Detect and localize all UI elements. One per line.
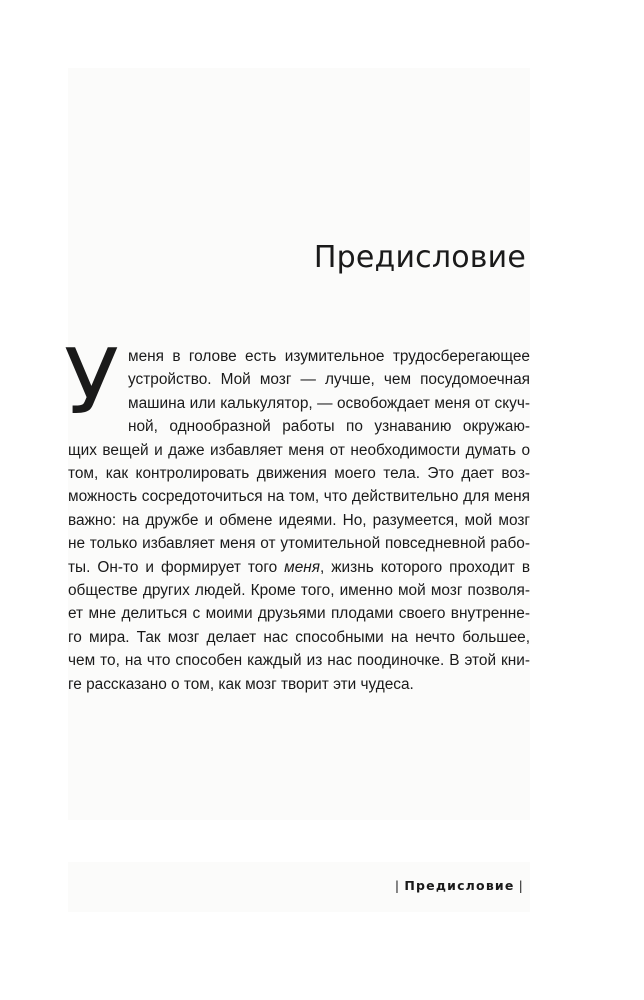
line-text-start: ты. Он-то и формирует того [68,558,285,576]
paragraph-line: обществе других людей. Кроме того, именно мой мозг позволя- [68,582,530,600]
emphasized-word: меня [284,558,320,576]
paragraph-line: меня в голове есть изумительное трудосберегающее [128,348,530,365]
line-text-end: , жизнь которого проходит в [319,558,530,576]
footer-bar-left: | [394,878,401,893]
paragraph-line: ет мне делиться с моими друзьями плодами своего внутренне- [68,605,530,623]
paragraph-line: ной, однообразной работы по узнаванию окружаю- [128,418,530,436]
paragraph-line: можность сосредоточиться на том, что действительно для меня [68,488,530,506]
footer-bar-right: | [518,878,524,893]
paragraph-line: щих вещей и даже избавляет меня от необходимости думать о [68,441,530,459]
drop-cap-letter: У [64,330,119,435]
paragraph-line: не только избавляет меня от утомительной повседневной рабо- [68,535,530,553]
preface-paragraph [68,345,530,696]
paragraph-line: устройство. Мой мозг — лучше, чем посудомоечная [128,371,530,389]
running-footer [391,878,528,893]
chapter-title: Предисловие [313,240,526,275]
footer-section-label: Предисловие [404,878,515,893]
paragraph-line: чем то, на что способен каждый из нас поодиночке. В этой кни- [68,652,530,670]
paragraph-line-mixed [68,556,530,579]
paragraph-line: ге рассказано о том, как мозг творит эти чудеса. [68,675,414,693]
paragraph-line: машина или калькулятор, — освобождает меня от скуч- [128,394,530,412]
paragraph-line: важно: на дружбе и обмене идеями. Но, разумеется, мой мозг [68,511,530,529]
paragraph-line: том, как контролировать движения моего тела. Это дает воз- [68,465,530,483]
paragraph-line: го мира. Так мозг делает нас способными на нечто большее, [68,628,530,646]
